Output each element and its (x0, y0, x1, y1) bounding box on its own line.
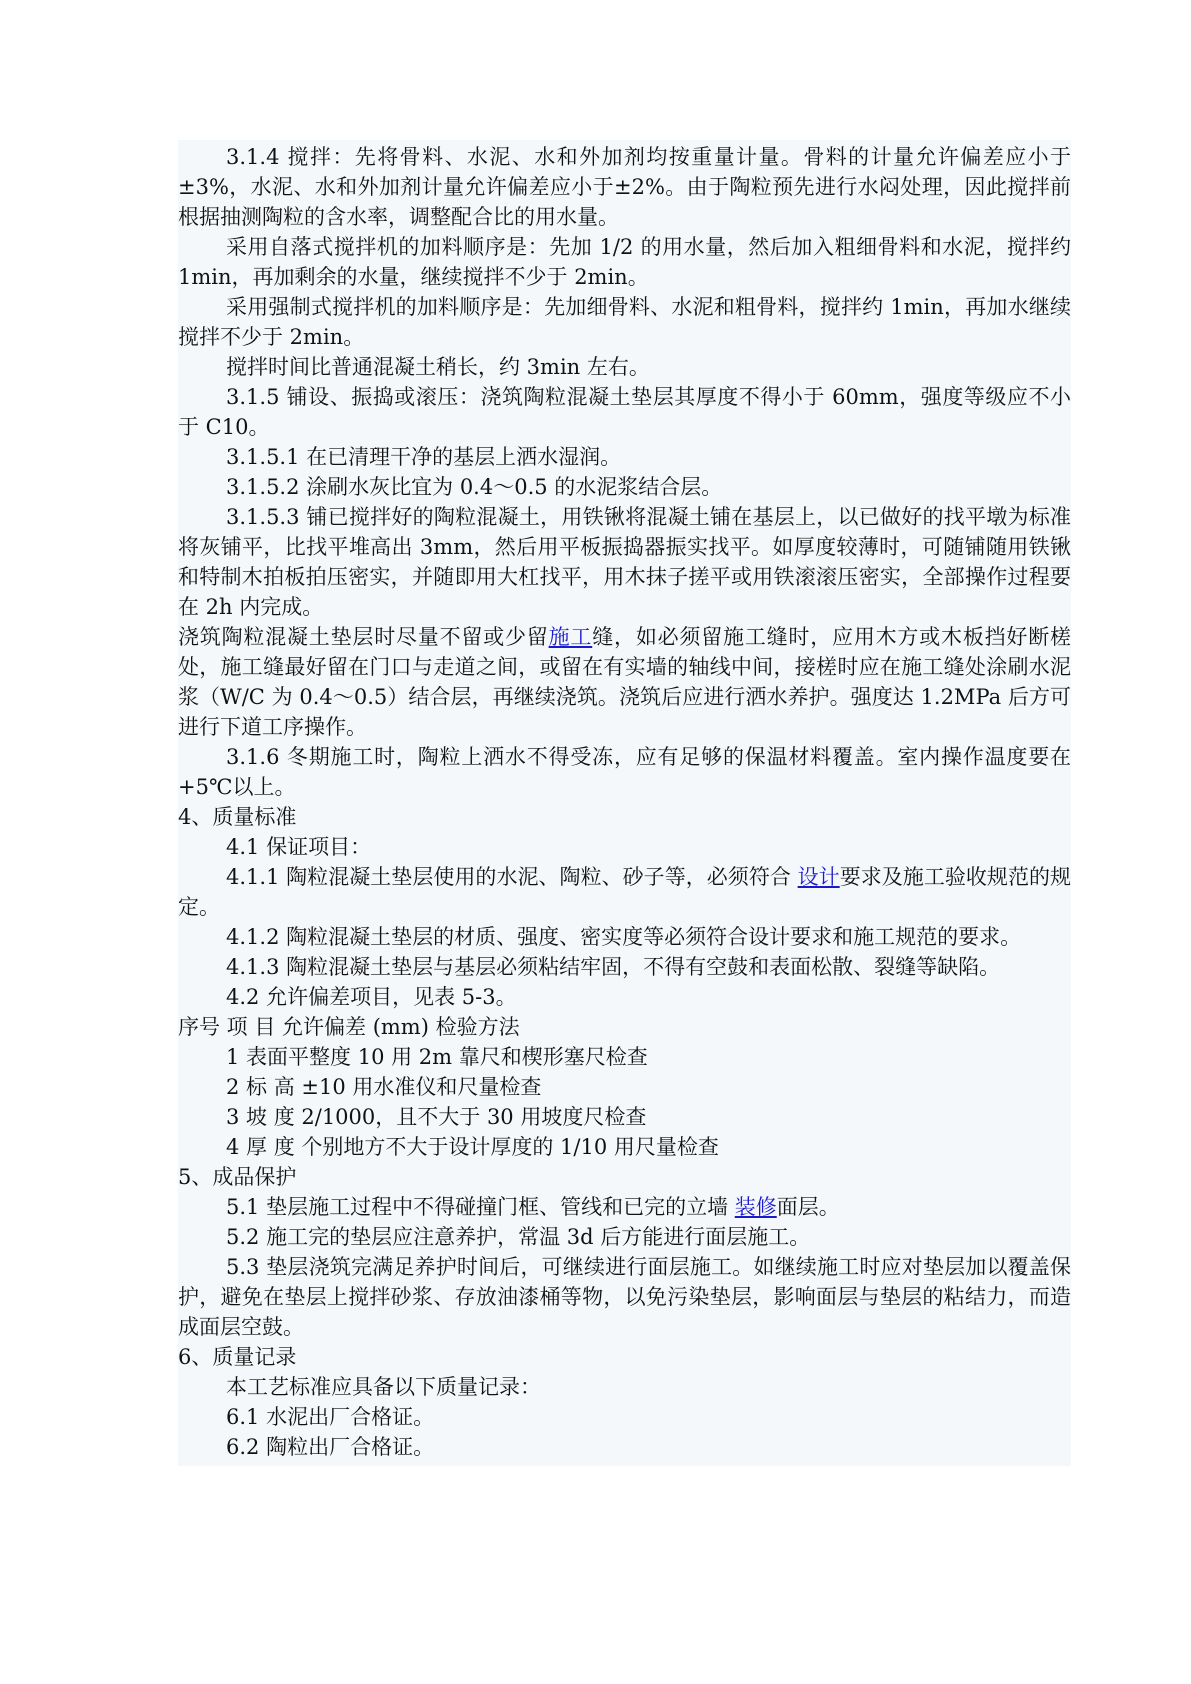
paragraph-4-1-2: 4.1.2 陶粒混凝土垫层的材质、强度、密实度等必须符合设计要求和施工规范的要求。 (226, 925, 1022, 949)
heading-quality-standard: 4、质量标准 (178, 805, 297, 829)
link-design[interactable]: 设计 (797, 865, 840, 889)
paragraph-records-intro: 本工艺标准应具备以下质量记录： (226, 1375, 541, 1399)
paragraph-4-2: 4.2 允许偏差项目，见表 5-3。 (226, 985, 517, 1009)
paragraph-5-2: 5.2 施工完的垫层应注意养护，常温 3d 后方能进行面层施工。 (226, 1225, 811, 1249)
paragraph-6-2: 6.2 陶粒出厂合格证。 (226, 1435, 435, 1459)
paragraph-4-1-1 (178, 862, 1071, 922)
paragraph-5-3: 5.3 垫层浇筑完满足养护时间后，可继续进行面层施工。如继续施工时应对垫层加以覆盖保护，避免在垫层上搅拌砂浆、存放油漆桶等物，以免污染垫层，影响面层与垫层的粘结力，而造成面层空鼓。 (178, 1255, 1071, 1339)
text-run: 面层。 (776, 1195, 840, 1219)
table-row: 1 表面平整度 10 用 2m 靠尺和楔形塞尺检查 (226, 1045, 648, 1069)
paragraph-forced-mixer: 采用强制式搅拌机的加料顺序是：先加细骨料、水泥和粗骨料，搅拌约 1min，再加水继续搅拌不少于 2min。 (178, 295, 1071, 349)
text-run: 要求及施工验收规范的规定。 (178, 865, 1072, 919)
link-decoration[interactable]: 装修 (734, 1195, 777, 1219)
paragraph-construction-joint (178, 622, 1071, 742)
heading-quality-records: 6、质量记录 (178, 1345, 297, 1369)
text-run: 4.1.1 陶粒混凝土垫层使用的水泥、陶粒、砂子等，必须符合 (226, 865, 798, 889)
paragraph-mixing-time: 搅拌时间比普通混凝土稍长，约 3min 左右。 (226, 355, 650, 379)
paragraph-3-1-6: 3.1.6 冬期施工时，陶粒上洒水不得受冻，应有足够的保温材料覆盖。室内操作温度要在+5℃以上。 (178, 745, 1071, 799)
paragraph-free-fall-mixer: 采用自落式搅拌机的加料顺序是：先加 1/2 的用水量，然后加入粗细骨料和水泥，搅拌约 1min，再加剩余的水量，继续搅拌不少于 2min。 (178, 235, 1071, 289)
paragraph-3-1-5-3: 3.1.5.3 铺已搅拌好的陶粒混凝土，用铁锹将混凝土铺在基层上，以已做好的找平墩为标准将灰铺平，比找平堆高出 3mm，然后用平板振捣器振实找平。如厚度较薄时，可随铺随用铁锹和特制木拍板拍压密实，并随即用大杠找平，用木抹子搓平或用铁滚滚压密实，全部操作过程要在 2h 内完成。 (178, 505, 1071, 619)
table-row: 4 厚 度 个别地方不大于设计厚度的 1/10 用尺量检查 (226, 1135, 719, 1159)
text-run: 浇筑陶粒混凝土垫层时尽量不留或少留 (178, 625, 549, 649)
paragraph-3-1-4: 3.1.4 搅拌：先将骨料、水泥、水和外加剂均按重量计量。骨料的计量允许偏差应小于±3%，水泥、水和外加剂计量允许偏差应小于±2%。由于陶粒预先进行水闷处理，因此搅拌前根据抽测陶粒的含水率，调整配合比的用水量。 (178, 145, 1071, 229)
table-row: 2 标 高 ±10 用水准仪和尺量检查 (226, 1075, 542, 1099)
link-construction[interactable]: 施工 (548, 625, 593, 649)
paragraph-4-1-3: 4.1.3 陶粒混凝土垫层与基层必须粘结牢固，不得有空鼓和表面松散、裂缝等缺陷。 (226, 955, 1001, 979)
document-body (178, 140, 1071, 1466)
paragraph-3-1-5-2: 3.1.5.2 涂刷水灰比宜为 0.4～0.5 的水泥浆结合层。 (226, 475, 723, 499)
paragraph-5-1 (178, 1192, 1071, 1222)
text-run: 5.1 垫层施工过程中不得碰撞门框、管线和已完的立墙 (226, 1195, 735, 1219)
paragraph-3-1-5: 3.1.5 铺设、振捣或滚压：浇筑陶粒混凝土垫层其厚度不得小于 60mm，强度等级应不小于 C10。 (178, 385, 1071, 439)
heading-product-protection: 5、成品保护 (178, 1165, 297, 1189)
table-row: 3 坡 度 2/1000，且不大于 30 用坡度尺检查 (226, 1105, 647, 1129)
table-header: 序号 项 目 允许偏差 (mm) 检验方法 (178, 1015, 520, 1039)
paragraph-6-1: 6.1 水泥出厂合格证。 (226, 1405, 435, 1429)
paragraph-4-1: 4.1 保证项目： (226, 835, 372, 859)
paragraph-3-1-5-1: 3.1.5.1 在已清理干净的基层上洒水湿润。 (226, 445, 622, 469)
text-run: 缝，如必须留施工缝时，应用木方或木板挡好断槎处，施工缝最好留在门口与走道之间，或留在有实墙的轴线中间，接槎时应在施工缝处涂刷水泥浆（W/C 为 0.4～0.5）结合层，再继续浇筑。浇筑后应进行洒水养护。强度达 1.2MPa 后方可进行下道工序操作。 (178, 625, 1072, 739)
